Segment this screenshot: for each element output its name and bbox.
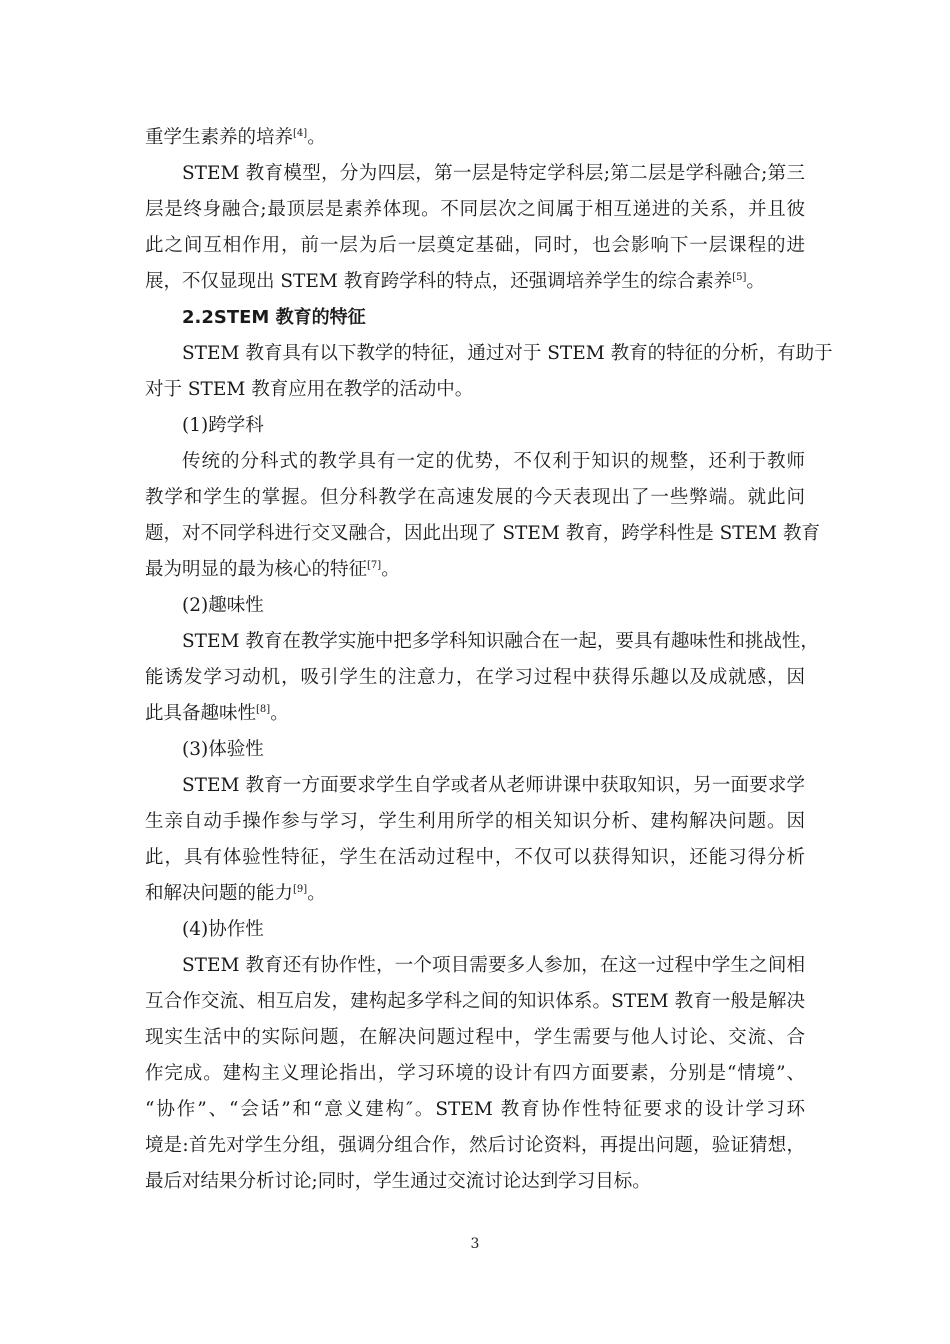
paragraph-line: STEM 教育一方面要求学生自学或者从老师讲课中获取知识，另一面要求学 bbox=[182, 775, 805, 796]
paragraph-line bbox=[145, 552, 805, 588]
paragraph-line bbox=[145, 264, 805, 300]
paragraph-line: 传统的分科式的教学具有一定的优势，不仅利于知识的规整，还利于教师 bbox=[182, 451, 805, 472]
text-run: 。 bbox=[307, 127, 326, 148]
paragraph-line: STEM 教育具有以下教学的特征，通过对于 STEM 教育的特征的分析，有助于 bbox=[182, 343, 833, 364]
section-heading: 2.2STEM 教育的特征 bbox=[182, 307, 366, 328]
paragraph-line: 生亲自动手操作参与学习，学生利用所学的相关知识分析、建构解决问题。因 bbox=[145, 811, 805, 832]
citation-ref: [5] bbox=[732, 271, 747, 283]
paragraph-line: 能诱发学习动机，吸引学生的注意力，在学习过程中获得乐趣以及成就感，因 bbox=[145, 667, 805, 688]
paragraph-line bbox=[145, 876, 805, 912]
document-body bbox=[145, 120, 833, 1200]
subsection-title: (4)协作性 bbox=[182, 919, 264, 940]
paragraph-line: 现实生活中的实际问题，在解决问题过程中，学生需要与他人讨论、交流、合 bbox=[145, 1027, 805, 1048]
subsection-title: (3)体验性 bbox=[182, 739, 264, 760]
text-run: 和解决问题的能力 bbox=[145, 883, 294, 904]
paragraph-line: 此之间互相作用，前一层为后一层奠定基础，同时，也会影响下一层课程的进 bbox=[145, 235, 805, 256]
text-run: 。 bbox=[307, 883, 326, 904]
subsection-title: (1)跨学科 bbox=[182, 415, 264, 436]
text-run: 重学生素养的培养 bbox=[145, 127, 294, 148]
paragraph-line: 层是终身融合;最顶层是素养体现。不同层次之间属于相互递进的关系，并且彼 bbox=[145, 199, 805, 220]
paragraph-line bbox=[145, 696, 805, 732]
text-run: 最为明显的最为核心的特征 bbox=[145, 559, 368, 580]
page-number: 3 bbox=[470, 1236, 480, 1252]
text-run: 展，不仅显现出 STEM 教育跨学科的特点，还强调培养学生的综合素养 bbox=[145, 271, 733, 292]
paragraph-line: STEM 教育还有协作性，一个项目需要多人参加，在这一过程中学生之间相 bbox=[182, 955, 805, 976]
paragraph-line: “协作”、“会话”和“意义建构″。STEM 教育协作性特征要求的设计学习环 bbox=[145, 1099, 805, 1120]
paragraph-line: 作完成。建构主义理论指出，学习环境的设计有四方面要素，分别是“情境”、 bbox=[145, 1063, 805, 1084]
paragraph-line: 境是:首先对学生分组，强调分组合作，然后讨论资料，再提出问题，验证猜想， bbox=[145, 1135, 805, 1156]
paragraph-line: STEM 教育在教学实施中把多学科知识融合在一起，要具有趣味性和挑战性， bbox=[182, 631, 819, 652]
text-run: 。 bbox=[381, 559, 400, 580]
paragraph-line: 此，具有体验性特征，学生在活动过程中，不仅可以获得知识，还能习得分析 bbox=[145, 847, 805, 868]
text-run: 。 bbox=[270, 703, 289, 724]
citation-ref: [4] bbox=[293, 127, 308, 139]
paragraph-line: 教学和学生的掌握。但分科教学在高速发展的今天表现出了一些弊端。就此问 bbox=[145, 487, 805, 508]
paragraph-line: 互合作交流、相互启发，建构起多学科之间的知识体系。STEM 教育一般是解决 bbox=[145, 991, 805, 1012]
subsection-title: (2)趣味性 bbox=[182, 595, 264, 616]
paragraph-line: STEM 教育模型，分为四层，第一层是特定学科层;第二层是学科融合;第三 bbox=[182, 163, 805, 184]
paragraph-line: 最后对结果分析讨论;同时，学生通过交流讨论达到学习目标。 bbox=[145, 1171, 651, 1192]
citation-ref: [7] bbox=[367, 559, 382, 571]
text-run: 此具备趣味性 bbox=[145, 703, 257, 724]
paragraph-line bbox=[145, 120, 805, 156]
paragraph-line: 题，对不同学科进行交叉融合，因此出现了 STEM 教育，跨学科性是 STEM 教育 bbox=[145, 523, 820, 544]
citation-ref: [9] bbox=[293, 883, 308, 895]
text-run: 。 bbox=[746, 271, 765, 292]
citation-ref: [8] bbox=[256, 703, 271, 715]
paragraph-line: 对于 STEM 教育应用在教学的活动中。 bbox=[145, 379, 474, 400]
